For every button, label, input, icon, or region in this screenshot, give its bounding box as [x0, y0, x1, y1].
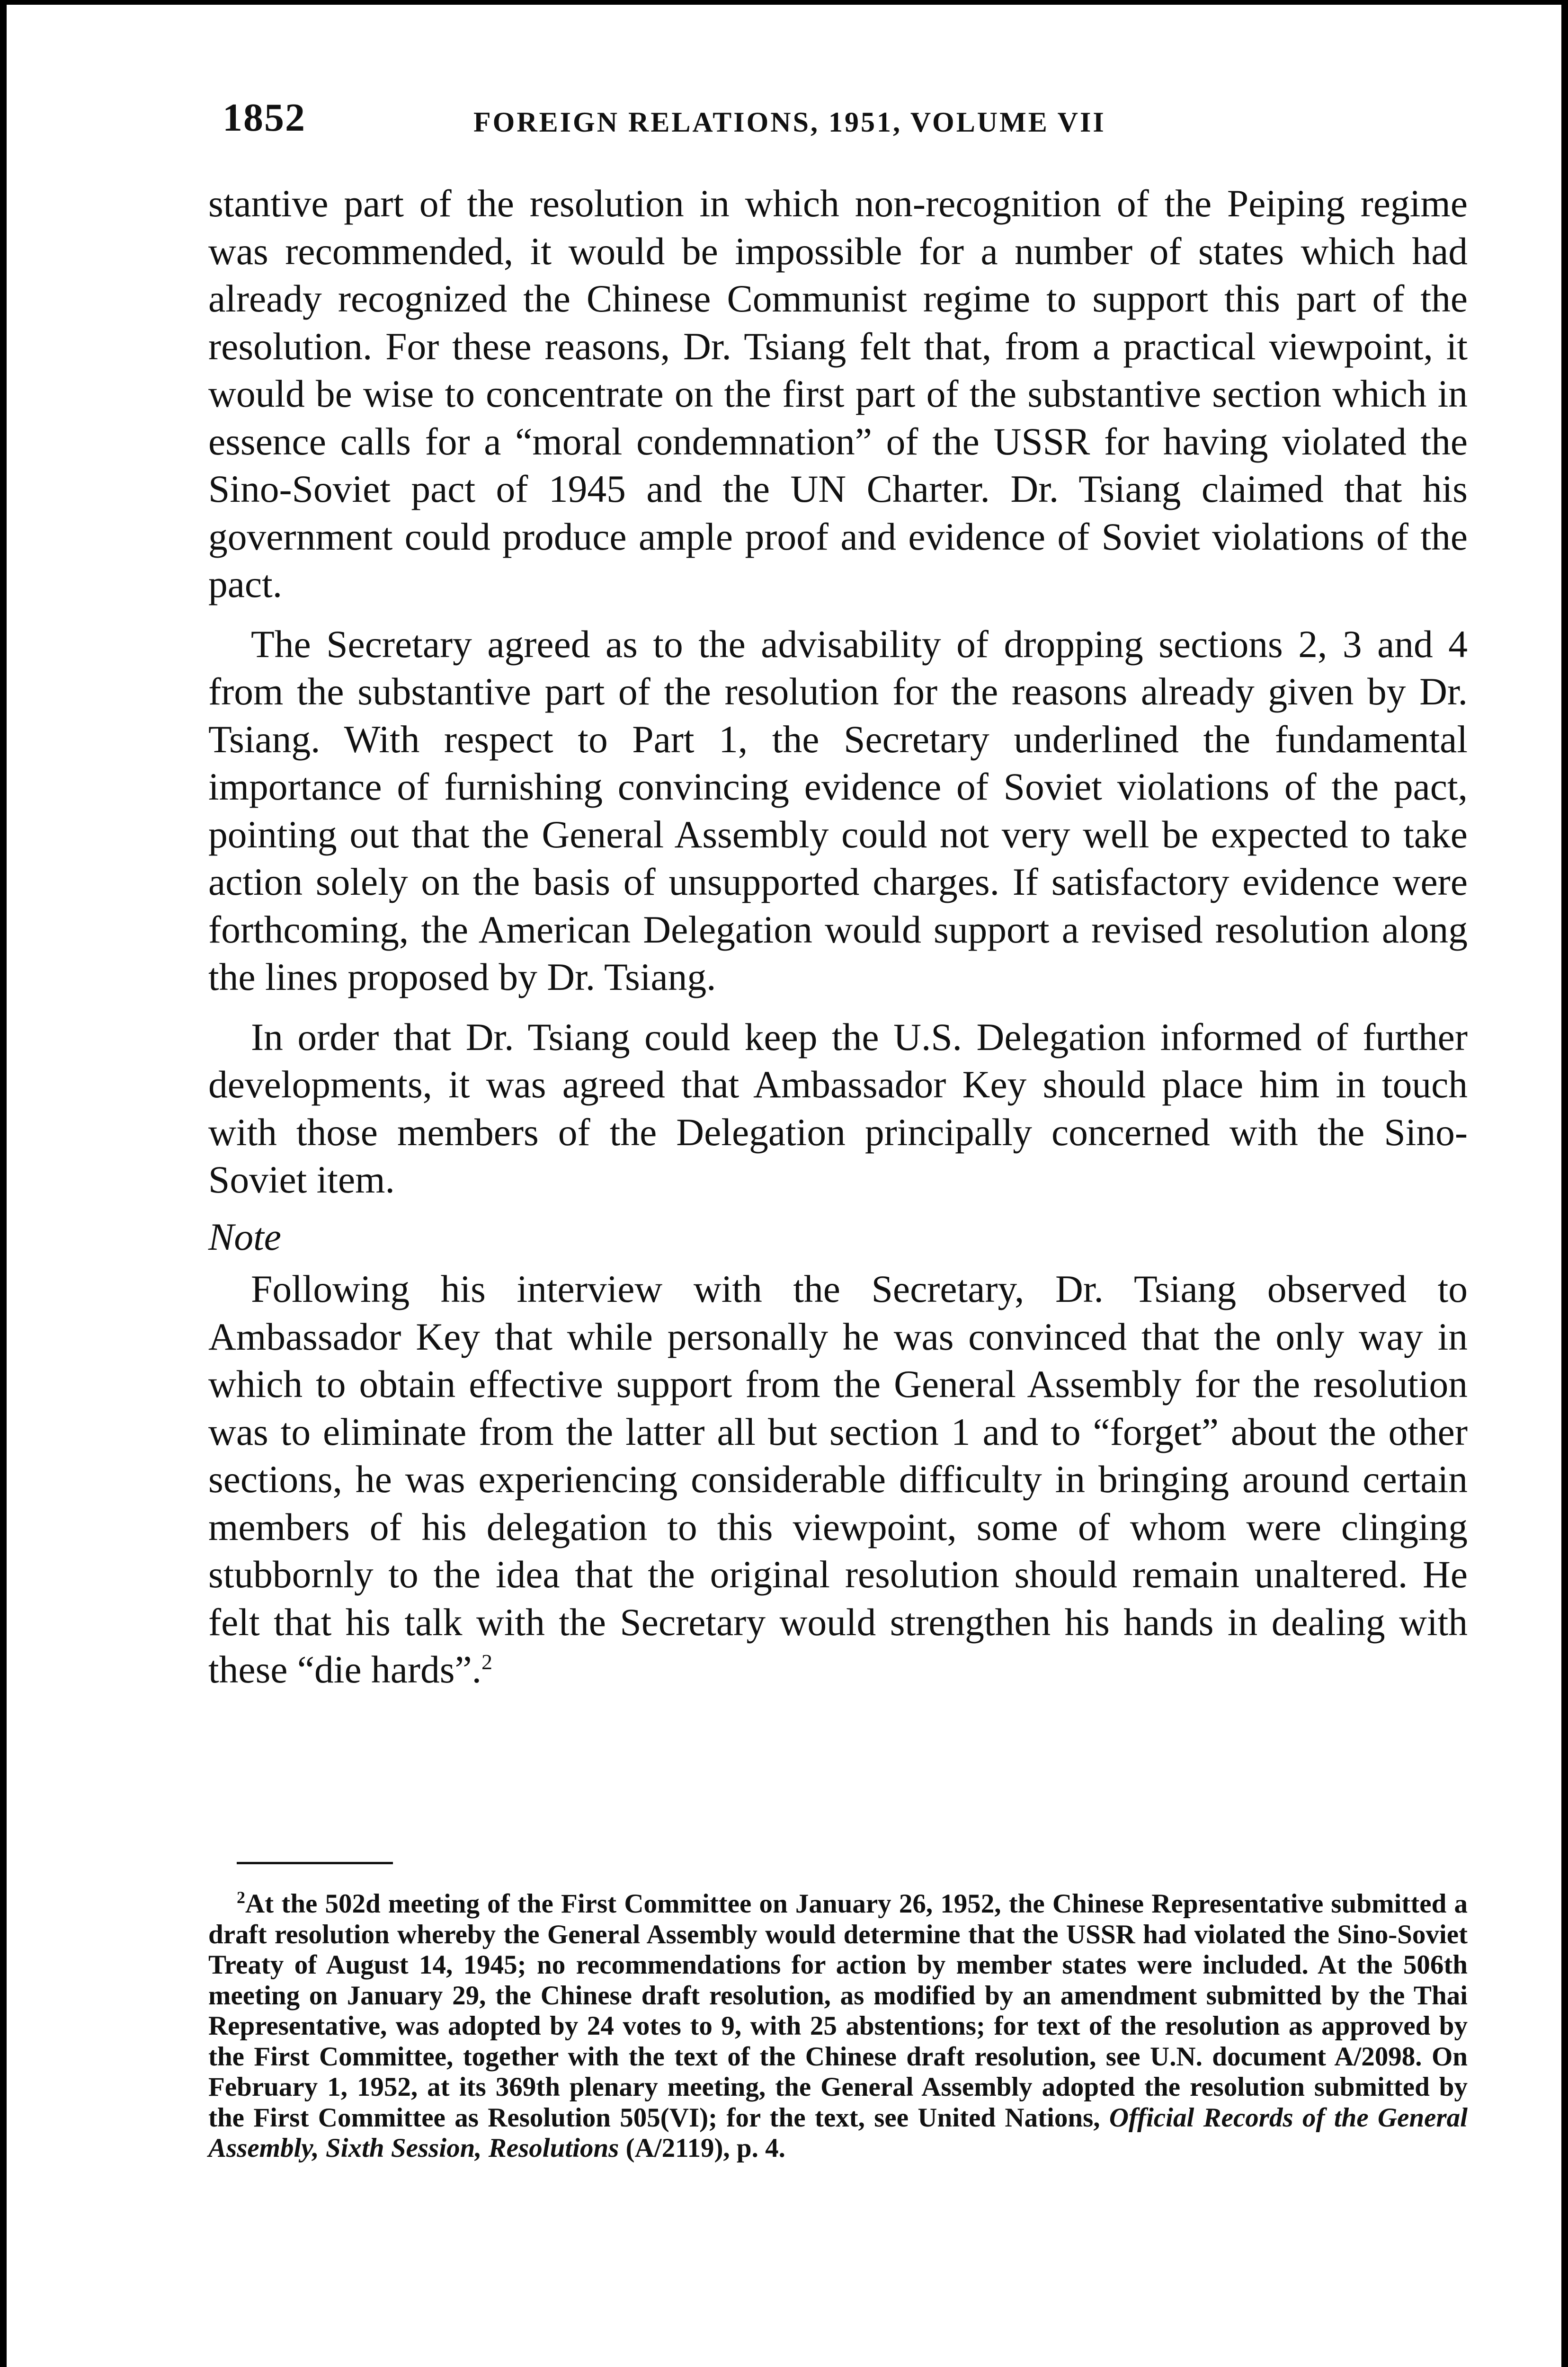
footnote-marker: 2 [237, 1888, 245, 1907]
main-text [208, 180, 1468, 1694]
running-head: FOREIGN RELATIONS, 1951, VOLUME VII [473, 107, 1106, 138]
paragraph-delegation: In order that Dr. Tsiang could keep the U.S. Delegation informed of further developments, it was agreed that Ambassador Key should place him in touch with those members of the Delegation principally concerned with the Sino-Soviet item. [208, 1015, 1468, 1201]
footnote-text-italic: Official Records of the General Assembly, Sixth Session, Resolutions [208, 2102, 1468, 2163]
paragraph-note [208, 1265, 1468, 1694]
scan-border-left [0, 0, 7, 2367]
scan-border-top [0, 0, 1568, 5]
paragraph-continued: stantive part of the resolution in which non-recognition of the Peiping regime was recommended, it would be impossible for a number of states which had already recognized the Chinese Communist regime to support this part of the resolution. For these reasons, Dr. Tsiang felt that, from a practical viewpoint, it would be wise to concentrate on the first part of the substantive section which in essence calls for a “moral condemnation” of the USSR for having violated the Sino-Soviet pact of 1945 and the UN Charter. Dr. Tsiang claimed that his government could produce ample proof and evidence of Soviet violations of the pact. [208, 182, 1468, 605]
footnote-text-end: (A/2119), p. 4. [619, 2133, 785, 2163]
footnotes [208, 1889, 1468, 2164]
page-number: 1852 [223, 96, 306, 140]
paragraph-note-text: Following his interview with the Secretary, Dr. Tsiang observed to Ambassador Key that while personally he was convinced that the only way in which to obtain effective support from the General Assembly for the resolution was to eliminate from the latter all but section 1 and to “forget” about the other sections, he was experiencing considerable difficulty in bringing around certain members of his delegation to this viewpoint, some of whom were clinging stubbornly to the idea that the original resolution should remain unaltered. He felt that his talk with the Secretary would strengthen his hands in dealing with these “die hards”. [208, 1267, 1468, 1691]
footnote-text-main: At the 502d meeting of the First Committee on January 26, 1952, the Chinese Representative submitted a draft resolution whereby the General Assembly would determine that the USSR had violated the Sino-Soviet Treaty of August 14, 1945; no recommendations for action by member states were included. At the 506th meeting on January 29, the Chinese draft resolution, as modified by an amendment submitted by the Thai Representative, was adopted by 24 votes to 9, with 25 abstentions; for text of the resolution as approved by the First Committee, together with the text of the Chinese draft resolution, see U.N. document A/2098. On February 1, 1952, at its 369th plenary meeting, the General Assembly adopted the resolution submitted by the First Committee as Resolution 505(VI); for the text, see United Nations, [208, 1889, 1468, 2133]
note-heading: Note [208, 1215, 281, 1258]
page-header [208, 95, 1468, 147]
footnote-divider [237, 1862, 393, 1864]
footnote-2 [208, 1889, 1468, 2164]
paragraph-secretary: The Secretary agreed as to the advisability of dropping sections 2, 3 and 4 from the substantive part of the resolution for the reasons already given by Dr. Tsiang. With respect to Part 1, the Secretary underlined the fundamental importance of furnishing convincing evidence of Soviet violations of the pact, pointing out that the General Assembly could not very well be expected to take action solely on the basis of unsupported charges. If satisfactory evidence were forthcoming, the American Delegation would support a revised resolution along the lines proposed by Dr. Tsiang. [208, 622, 1468, 998]
scan-border-right [1561, 0, 1568, 2367]
footnote-reference: 2 [481, 1649, 493, 1674]
